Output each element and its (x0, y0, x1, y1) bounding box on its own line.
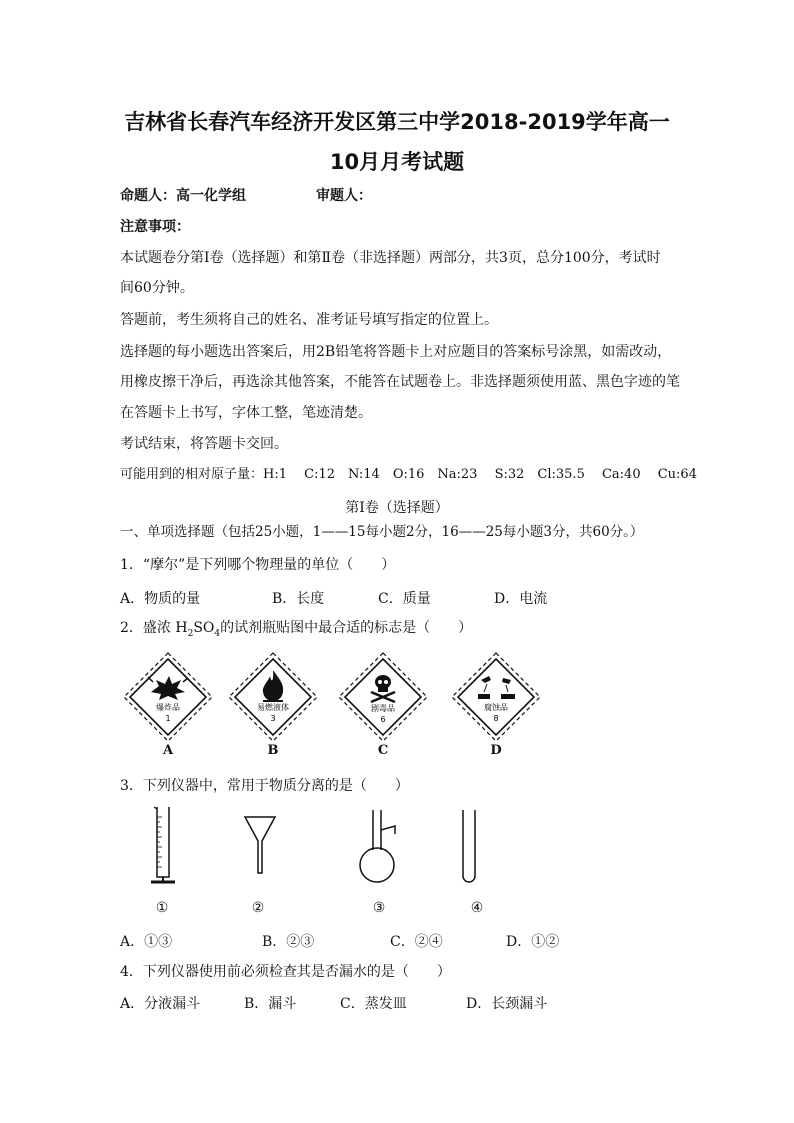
instrument-label: ③ (372, 900, 386, 916)
question-4-option-c[interactable]: C．蒸发皿 (340, 996, 407, 1012)
skull-icon (371, 675, 395, 702)
sign-text: 易燃液体 (257, 703, 289, 712)
sign-letter: D (490, 743, 502, 758)
question-1-option-c[interactable]: C．质量 (378, 591, 431, 607)
sign-letter: C (377, 743, 389, 758)
notes-heading: 注意事项： (120, 219, 190, 235)
question-3-option-b[interactable]: B．②③ (262, 934, 315, 950)
reviewer-label: 审题人： (316, 188, 372, 204)
notes-line: 本试题卷分第Ⅰ卷（选择题）和第Ⅱ卷（非选择题）两部分，共3页，总分100分，考试时 (120, 250, 661, 266)
question-4-option-d[interactable]: D．长颈漏斗 (466, 996, 548, 1012)
hazard-sign-d[interactable] (451, 652, 541, 742)
question-1-option-b[interactable]: B．长度 (272, 591, 325, 607)
instrument-label: ① (155, 900, 169, 916)
question-4-stem: 4．下列仪器使用前必须检查其是否漏水的是（ ） (120, 964, 451, 980)
question-1-option-a[interactable]: A．物质的量 (120, 591, 201, 607)
section-instruction: 一、单项选择题（包括25小题，1——15每小题2分，16——25每小题3分，共60分。） (120, 524, 644, 540)
sign-number: 6 (380, 715, 386, 724)
graduated-cylinder-icon (148, 805, 178, 885)
test-tube-icon (458, 808, 480, 886)
notes-line: 考试结束，将答题卡交回。 (120, 436, 288, 452)
round-flask-icon (355, 808, 401, 886)
section-title: 第Ⅰ卷（选择题） (345, 500, 449, 516)
notes-line: 用橡皮擦干净后，再选涂其他答案，不能答在试题卷上。非选择题须使用蓝、黑色字迹的笔 (120, 374, 680, 390)
sign-text: 剧毒品 (371, 704, 395, 713)
author-label: 命题人：高一化学组 (120, 188, 246, 204)
question-2-stem: 2．盛浓 $H_2SO_4$的试剂瓶贴图中最合适的标志是（ ） (120, 620, 473, 639)
notes-line: 选择题的每小题选出答案后，用2B铅笔将答题卡上对应题目的答案标号涂黑，如需改动， (120, 344, 672, 360)
funnel-icon (243, 815, 277, 877)
question-4-option-a[interactable]: A．分液漏斗 (120, 996, 201, 1012)
notes-line: 间60分钟。 (120, 280, 194, 296)
hazard-sign-c[interactable] (338, 652, 428, 742)
question-3-stem: 3．下列仪器中，常用于物质分离的是（ ） (120, 778, 409, 794)
question-3-option-d[interactable]: D．①② (506, 934, 560, 950)
hazard-sign-a[interactable] (123, 652, 213, 742)
question-1-option-d[interactable]: D．电流 (494, 591, 548, 607)
sign-text: 腐蚀品 (484, 703, 508, 712)
question-4-option-b[interactable]: B．漏斗 (244, 996, 297, 1012)
title-line-2: 10月月考试题 (329, 150, 465, 174)
question-3-option-c[interactable]: C．②④ (390, 934, 443, 950)
hazard-sign-b[interactable] (228, 652, 318, 742)
notes-line: 答题前，考生须将自己的姓名、准考证号填写指定的位置上。 (120, 312, 498, 328)
sign-text: 爆炸品 (156, 703, 180, 712)
sign-number: 1 (165, 714, 171, 723)
instrument-label: ④ (470, 900, 484, 916)
sign-letter: B (267, 743, 279, 758)
question-3-option-a[interactable]: A．①③ (120, 934, 173, 950)
sign-number: 3 (270, 714, 276, 723)
sign-number: 8 (493, 714, 499, 723)
corrosion-icon (478, 676, 515, 699)
title-line-1: 吉林省长春汽车经济开发区第三中学2018-2019学年高一 (124, 110, 670, 134)
instrument-label: ② (251, 900, 265, 916)
atomic-mass-line: 可能用到的相对原子量：H:1 C:12 N:14 O:16 Na:23 S:32 Cl:35.5 Ca:40 Cu:64 (120, 467, 697, 482)
question-1-stem: 1．“摩尔”是下列哪个物理量的单位（ ） (120, 557, 396, 573)
sign-letter: A (162, 743, 174, 758)
explosion-icon (148, 676, 188, 700)
flame-icon (263, 670, 283, 702)
notes-line: 在答题卡上书写，字体工整，笔迹清楚。 (120, 405, 372, 421)
